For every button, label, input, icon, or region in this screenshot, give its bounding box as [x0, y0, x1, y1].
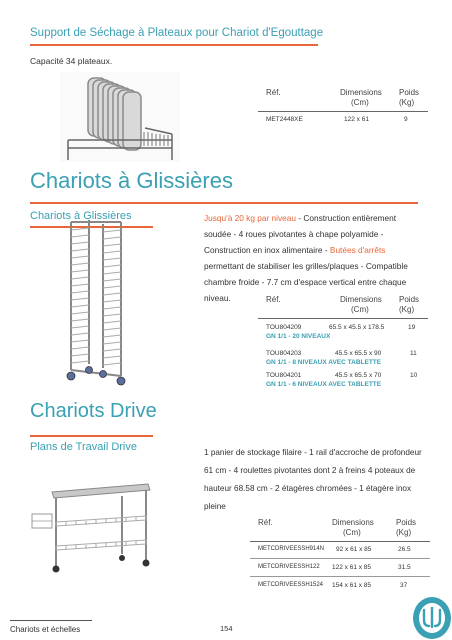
- section3-heading: Chariots Drive: [30, 400, 157, 422]
- section2-description: [204, 210, 422, 306]
- row-dimensions: 122 x 61: [344, 116, 369, 123]
- row-note: GN 1/1 - 8 NIVEAUX AVEC TABLETTE: [266, 359, 382, 366]
- header-dimensions-unit: (Cm): [351, 98, 369, 107]
- section2-subheading: Chariots à Glissières: [30, 210, 132, 222]
- row-divider: [250, 558, 430, 559]
- footer-divider: [10, 620, 92, 621]
- row-ref: TOU804209: [266, 324, 302, 331]
- header-ref: Réf.: [266, 88, 281, 97]
- header-weight: Poids: [399, 88, 420, 97]
- section1-title: Support de Séchage à Plateaux pour Chariot d'Egouttage: [30, 27, 324, 39]
- section1-table-header: [258, 88, 428, 110]
- header-dimensions-unit: (Cm): [351, 305, 369, 314]
- table-row: [250, 582, 430, 592]
- section3-description: 1 panier de stockage filaire - 1 rail d'accroche de profondeur 61 cm - 4 roulettes pivotantes dont 2 à freins 4 poteaux de hauteur 68.58 cm - 2 étagères chromées - 1 étagère inox pleine: [204, 448, 422, 511]
- row-ref: METCDRIVEESSH122: [258, 564, 320, 570]
- row-weight: 31.5: [398, 564, 411, 571]
- brand-logo-icon: [412, 596, 452, 640]
- section1-capacity: Capacité 34 plateaux.: [30, 56, 113, 66]
- header-weight: Poids: [399, 295, 420, 304]
- load-capacity-highlight: Jusqu'à 20 kg par niveau: [204, 213, 296, 223]
- row-dimensions: 154 x 61 x 85: [332, 582, 372, 589]
- footer-category: Chariots et échelles: [10, 625, 81, 634]
- section2-heading-rule: [30, 202, 418, 204]
- row-note: GN 1/1 - 20 NIVEAUX: [266, 333, 331, 340]
- row-weight: 11: [410, 350, 417, 357]
- section2-heading: Chariots à Glissières: [30, 168, 233, 193]
- drive-worktable-image: [30, 470, 152, 574]
- header-dimensions: Dimensions: [340, 88, 382, 97]
- row-dimensions: 122 x 61 x 85: [332, 564, 372, 571]
- table-row: [250, 564, 430, 574]
- row-ref: TOU804203: [266, 350, 302, 357]
- section2-table-header: [258, 295, 428, 317]
- row-weight: 26.5: [398, 546, 411, 553]
- header-ref: Réf.: [258, 518, 273, 527]
- row-ref: MET2448XE: [266, 116, 303, 123]
- drying-rack-image: [60, 72, 180, 162]
- row-dimensions: 45.5 x 65.5 x 90: [335, 350, 382, 357]
- page-number: 154: [220, 624, 233, 633]
- section2-table-rule: [258, 318, 428, 319]
- description-text: - Construction entièrement soudée - 4 roues pivotantes à chape polyamide - Construction en inox alimentaire -: [204, 213, 397, 255]
- header-weight-unit: (Kg): [399, 98, 415, 107]
- section1-title-underline: [30, 44, 318, 46]
- header-weight-unit: (Kg): [396, 528, 412, 537]
- row-dimensions: 65.5 x 45.5 x 178.5: [329, 324, 385, 331]
- row-dimensions: 92 x 61 x 85: [336, 546, 372, 553]
- header-dimensions: Dimensions: [332, 518, 374, 527]
- row-dimensions: 45.5 x 65.5 x 70: [335, 372, 382, 379]
- header-weight-unit: (Kg): [399, 305, 415, 314]
- row-note: GN 1/1 - 6 NIVEAUX AVEC TABLETTE: [266, 381, 382, 388]
- row-weight: 10: [410, 372, 418, 379]
- header-dimensions: Dimensions: [340, 295, 382, 304]
- row-ref: METCDRIVEESSH1524: [258, 582, 324, 588]
- slide-trolley-image: [63, 218, 127, 386]
- row-ref: TOU804201: [266, 372, 302, 379]
- description-text-end: permettant de stabiliser les grilles/plaques - Compatible chambre froide - 7.7 cm d'espace vertical entre chaque niveau.: [204, 261, 408, 303]
- header-ref: Réf.: [266, 295, 281, 304]
- header-dimensions-unit: (Cm): [343, 528, 361, 537]
- section3-table-header: [250, 518, 430, 540]
- row-weight: 9: [404, 116, 408, 123]
- table-row: [250, 546, 430, 556]
- section3-subheading: Plans de Travail Drive: [30, 441, 137, 453]
- row-divider: [250, 576, 430, 577]
- table-row: [258, 116, 428, 126]
- stops-highlight: Butées d'arrêts: [329, 245, 386, 255]
- row-weight: 19: [408, 324, 416, 331]
- row-ref: METCDRIVEESSH914N: [258, 546, 325, 552]
- header-weight: Poids: [396, 518, 417, 527]
- section3-subheading-underline: [30, 435, 153, 437]
- row-weight: 37: [400, 582, 408, 589]
- section3-table-rule: [250, 541, 430, 542]
- section1-table-rule: [258, 111, 428, 112]
